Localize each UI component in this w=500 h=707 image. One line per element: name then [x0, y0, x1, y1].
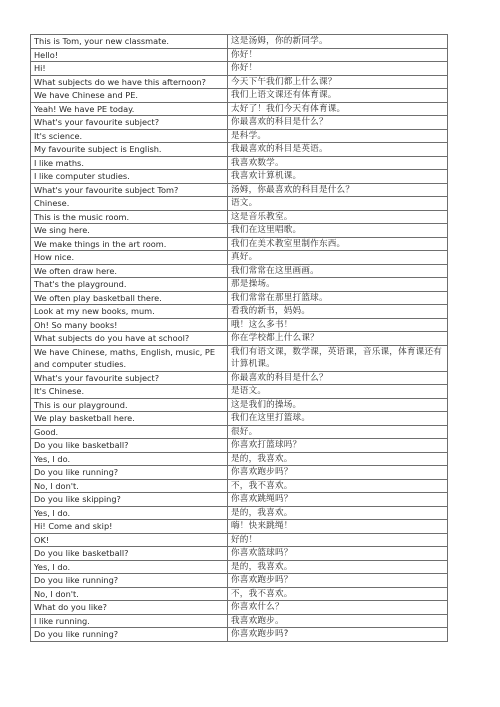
english-sentence: It's science.: [31, 129, 228, 143]
table-row: [31, 466, 448, 480]
english-sentence: We sing here.: [31, 224, 228, 238]
table-row: [31, 412, 448, 426]
table-row: [31, 493, 448, 507]
english-sentence: How nice.: [31, 251, 228, 265]
english-sentence: We play basketball here.: [31, 412, 228, 426]
table-row: [31, 102, 448, 116]
chinese-translation: 不，我不喜欢。: [228, 479, 448, 493]
table-row: [31, 75, 448, 89]
english-sentence: OK!: [31, 533, 228, 547]
english-sentence: Yeah! We have PE today.: [31, 102, 228, 116]
chinese-translation: 你好！: [228, 48, 448, 62]
english-sentence: Yes, I do.: [31, 506, 228, 520]
english-sentence: Look at my new books, mum.: [31, 305, 228, 319]
chinese-translation: 嗨！快来跳绳！: [228, 520, 448, 534]
english-sentence: We often play basketball there.: [31, 291, 228, 305]
english-sentence: What subjects do we have this afternoon?: [31, 75, 228, 89]
phrase-table-body: [31, 35, 448, 642]
english-sentence: Yes, I do.: [31, 452, 228, 466]
table-row: [31, 547, 448, 561]
table-row: [31, 479, 448, 493]
english-sentence: I like running.: [31, 614, 228, 628]
chinese-translation: 哦！这么多书！: [228, 318, 448, 332]
chinese-translation: 我喜欢数学。: [228, 156, 448, 170]
chinese-translation: 我最喜欢的科目是英语。: [228, 143, 448, 157]
chinese-translation: 太好了！我们今天有体育课。: [228, 102, 448, 116]
chinese-translation: 看我的新书，妈妈。: [228, 305, 448, 319]
english-sentence: Do you like running?: [31, 628, 228, 642]
chinese-translation: 是的，我喜欢。: [228, 452, 448, 466]
chinese-translation: 我喜欢计算机课。: [228, 170, 448, 184]
table-row: [31, 305, 448, 319]
table-row: [31, 533, 448, 547]
chinese-translation: 我们上语文课还有体育课。: [228, 89, 448, 103]
table-row: [31, 439, 448, 453]
english-sentence: What subjects do you have at school?: [31, 332, 228, 346]
english-sentence: My favourite subject is English.: [31, 143, 228, 157]
table-row: [31, 385, 448, 399]
table-row: [31, 587, 448, 601]
table-row: [31, 183, 448, 197]
chinese-translation: 我们常常在那里打篮球。: [228, 291, 448, 305]
chinese-translation: 你喜欢跑步吗？: [228, 574, 448, 588]
chinese-translation: 你喜欢篮球吗？: [228, 547, 448, 561]
chinese-translation: 我们在美术教室里制作东西。: [228, 237, 448, 251]
english-sentence: Oh! So many books!: [31, 318, 228, 332]
table-row: [31, 224, 448, 238]
table-row: [31, 318, 448, 332]
table-row: [31, 278, 448, 292]
chinese-translation: 我们在这里唱歌。: [228, 224, 448, 238]
english-sentence: What's your favourite subject?: [31, 116, 228, 130]
english-sentence: Do you like skipping?: [31, 493, 228, 507]
chinese-translation: 这是我们的操场。: [228, 398, 448, 412]
chinese-translation: 是的，我喜欢。: [228, 560, 448, 574]
english-sentence: No, I don't.: [31, 587, 228, 601]
english-sentence: We have Chinese and PE.: [31, 89, 228, 103]
table-row: [31, 129, 448, 143]
chinese-translation: 真好。: [228, 251, 448, 265]
english-sentence: It's Chinese.: [31, 385, 228, 399]
table-row: [31, 89, 448, 103]
english-sentence: We often draw here.: [31, 264, 228, 278]
english-sentence: Chinese.: [31, 197, 228, 211]
table-row: [31, 452, 448, 466]
table-row: [31, 237, 448, 251]
english-sentence: Do you like basketball?: [31, 547, 228, 561]
vocabulary-sheet: [30, 34, 447, 642]
table-row: [31, 62, 448, 76]
english-sentence: What do you like?: [31, 601, 228, 615]
english-sentence: Do you like basketball?: [31, 439, 228, 453]
chinese-translation: 我们在这里打篮球。: [228, 412, 448, 426]
chinese-translation: 是的，我喜欢。: [228, 506, 448, 520]
table-row: [31, 425, 448, 439]
english-sentence: Yes, I do.: [31, 560, 228, 574]
table-row: [31, 601, 448, 615]
english-sentence: What's your favourite subject?: [31, 371, 228, 385]
chinese-translation: 我喜欢跑步。: [228, 614, 448, 628]
table-row: [31, 251, 448, 265]
table-row: [31, 170, 448, 184]
chinese-translation: 这是音乐教室。: [228, 210, 448, 224]
english-sentence: This is the music room.: [31, 210, 228, 224]
chinese-translation: 不，我不喜欢。: [228, 587, 448, 601]
english-sentence: We make things in the art room.: [31, 237, 228, 251]
table-row: [31, 371, 448, 385]
chinese-translation: 你喜欢跑步吗？: [228, 466, 448, 480]
english-sentence: What's your favourite subject Tom?: [31, 183, 228, 197]
table-row: [31, 520, 448, 534]
table-row: [31, 345, 448, 371]
table-row: [31, 332, 448, 346]
table-row: [31, 197, 448, 211]
chinese-translation: 你喜欢跑步吗?: [228, 628, 448, 642]
chinese-translation: 你喜欢跳绳吗？: [228, 493, 448, 507]
chinese-translation: 你在学校都上什么课？: [228, 332, 448, 346]
chinese-translation: 那是操场。: [228, 278, 448, 292]
chinese-translation: 我们有语文课，数学课，英语课，音乐课，体育课还有计算机课。: [228, 345, 448, 371]
english-sentence: We have Chinese, maths, English, music, PE and computer studies.: [31, 345, 228, 371]
chinese-translation: 你好！: [228, 62, 448, 76]
chinese-translation: 是语文。: [228, 385, 448, 399]
english-sentence: That's the playground.: [31, 278, 228, 292]
english-sentence: Do you like running?: [31, 466, 228, 480]
chinese-translation: 是科学。: [228, 129, 448, 143]
english-sentence: Hi!: [31, 62, 228, 76]
chinese-translation: 我们常常在这里画画。: [228, 264, 448, 278]
english-sentence: Do you like running?: [31, 574, 228, 588]
table-row: [31, 264, 448, 278]
english-sentence: No, I don't.: [31, 479, 228, 493]
table-row: [31, 156, 448, 170]
table-row: [31, 506, 448, 520]
chinese-translation: 汤姆，你最喜欢的科目是什么？: [228, 183, 448, 197]
chinese-translation: 很好。: [228, 425, 448, 439]
chinese-translation: 这是汤姆，你的新同学。: [228, 35, 448, 49]
table-row: [31, 291, 448, 305]
table-row: [31, 614, 448, 628]
chinese-translation: 今天下午我们都上什么课？: [228, 75, 448, 89]
english-sentence: I like computer studies.: [31, 170, 228, 184]
chinese-translation: 好的！: [228, 533, 448, 547]
table-row: [31, 35, 448, 49]
table-row: [31, 398, 448, 412]
table-row: [31, 574, 448, 588]
english-sentence: This is Tom, your new classmate.: [31, 35, 228, 49]
english-sentence: Hello!: [31, 48, 228, 62]
table-row: [31, 210, 448, 224]
table-row: [31, 628, 448, 642]
table-row: [31, 560, 448, 574]
chinese-translation: 语文。: [228, 197, 448, 211]
table-row: [31, 143, 448, 157]
phrase-table: [30, 34, 448, 642]
english-sentence: Good.: [31, 425, 228, 439]
table-row: [31, 48, 448, 62]
chinese-translation: 你最喜欢的科目是什么？: [228, 371, 448, 385]
chinese-translation: 你喜欢打篮球吗？: [228, 439, 448, 453]
chinese-translation: 你最喜欢的科目是什么？: [228, 116, 448, 130]
table-row: [31, 116, 448, 130]
english-sentence: Hi! Come and skip!: [31, 520, 228, 534]
chinese-translation: 你喜欢什么？: [228, 601, 448, 615]
english-sentence: I like maths.: [31, 156, 228, 170]
english-sentence: This is our playground.: [31, 398, 228, 412]
